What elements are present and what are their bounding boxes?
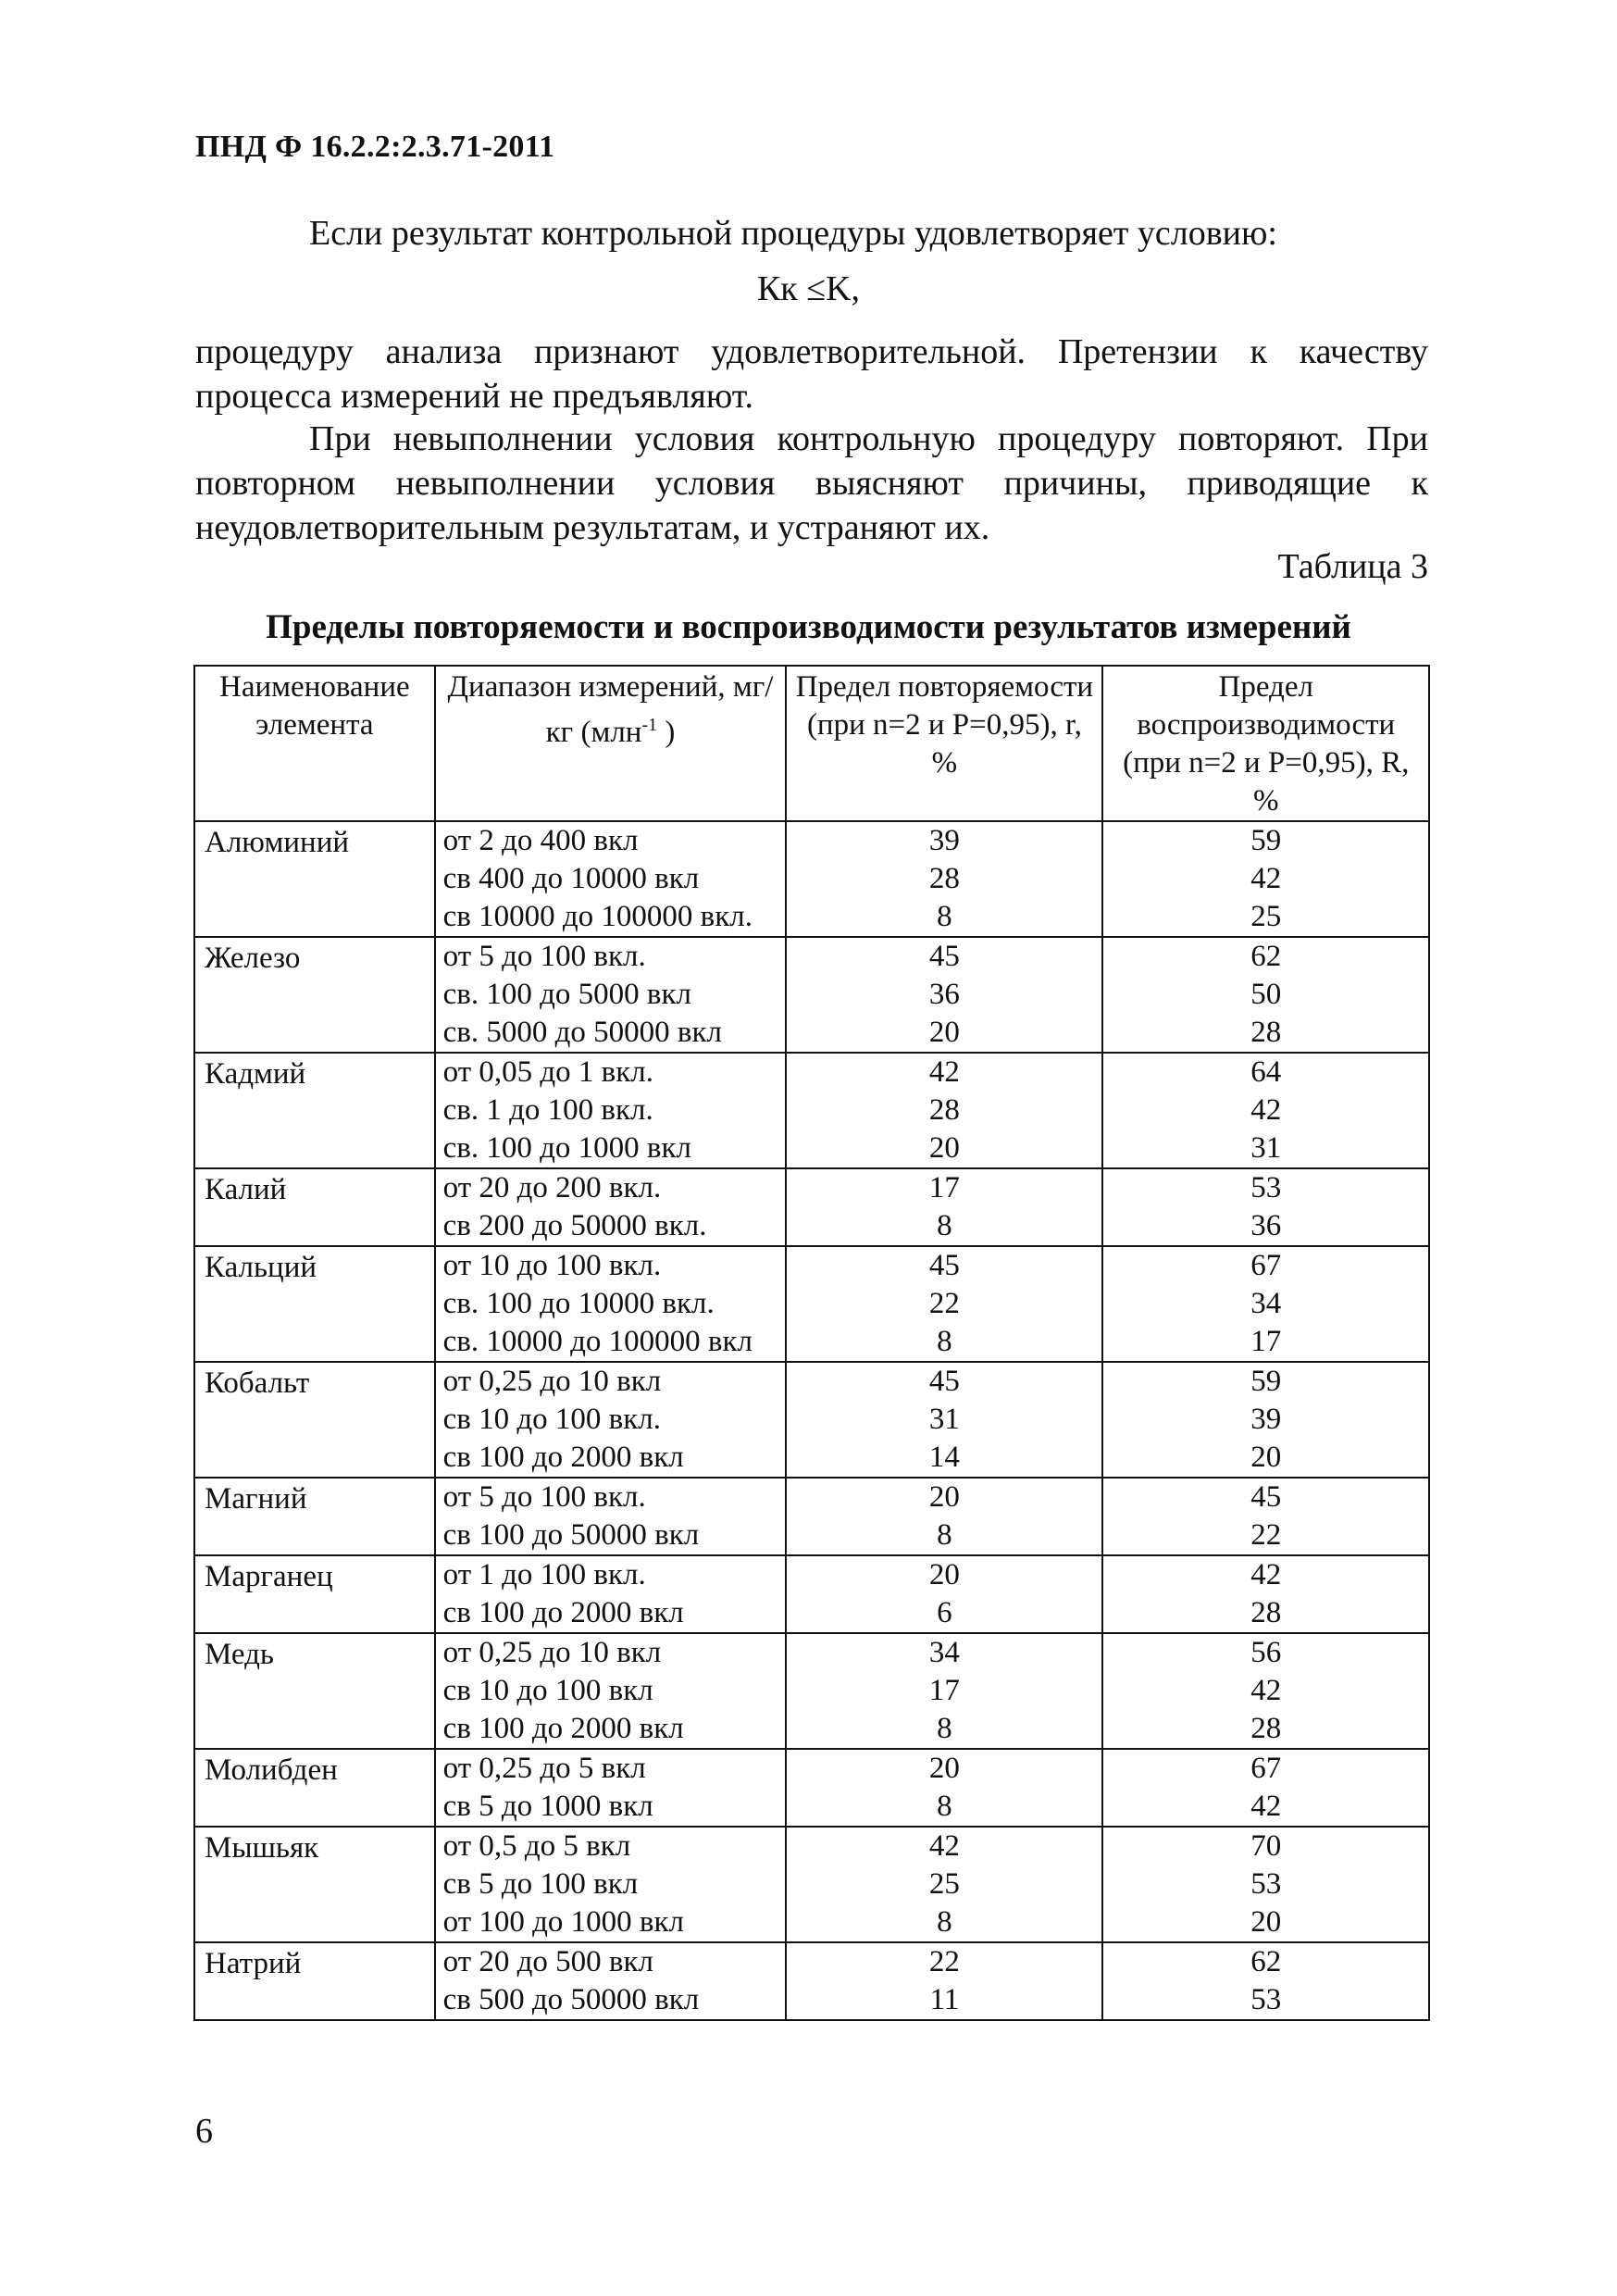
- range-value: от 0,05 до 1 вкл.: [442, 1055, 654, 1089]
- repeatability-cell: [786, 1478, 1102, 1555]
- repeatability-value: 20: [928, 1131, 960, 1165]
- reproducibility-value: 22: [1250, 1518, 1282, 1552]
- reproducibility-cell: [1102, 1942, 1429, 2020]
- reproducibility-cell: [1102, 937, 1429, 1053]
- range-cell: [435, 821, 787, 937]
- table-row: [194, 937, 1429, 1053]
- repeatability-cell: [786, 1053, 1102, 1168]
- table-row: [194, 1942, 1429, 2020]
- range-value: от 5 до 100 вкл.: [442, 1480, 646, 1514]
- repeatability-value: 8: [937, 1790, 952, 1823]
- repeatability-value: 8: [937, 1209, 952, 1242]
- reproducibility-value: 56: [1250, 1636, 1282, 1669]
- table-title: Пределы повторяемости и воспроизводимости результатов измерений: [266, 608, 1351, 646]
- range-value: св 100 до 50000 вкл: [442, 1518, 700, 1552]
- repeatability-value: 14: [928, 1441, 960, 1474]
- range-value: св 10 до 100 вкл.: [442, 1403, 662, 1436]
- table-row: [194, 1168, 1429, 1246]
- element-name: Калий: [194, 1168, 435, 1246]
- header-range-sup: -1: [641, 715, 658, 735]
- repeatability-value: 20: [928, 1752, 960, 1785]
- element-name: Марганец: [194, 1555, 435, 1633]
- repeatability-value: 42: [928, 1829, 960, 1863]
- range-value: св 5 до 100 вкл: [442, 1867, 639, 1901]
- range-value: св. 5000 до 50000 вкл: [442, 1016, 723, 1049]
- range-cell: [435, 1749, 787, 1827]
- table-row: [194, 1749, 1429, 1827]
- reproducibility-value: 25: [1250, 900, 1282, 933]
- range-value: от 1 до 100 вкл.: [442, 1558, 646, 1591]
- reproducibility-value: 67: [1250, 1752, 1282, 1785]
- reproducibility-cell: [1102, 1053, 1429, 1168]
- reproducibility-value: 31: [1250, 1131, 1282, 1165]
- range-cell: [435, 1168, 787, 1246]
- repeatability-cell: [786, 1362, 1102, 1478]
- repeatability-cell: [786, 1168, 1102, 1246]
- repeatability-cell: [786, 1942, 1102, 2020]
- reproducibility-cell: [1102, 1362, 1429, 1478]
- repeatability-value: 39: [928, 824, 960, 857]
- reproducibility-value: 34: [1250, 1287, 1282, 1320]
- reproducibility-value: 59: [1250, 824, 1282, 857]
- range-cell: [435, 1246, 787, 1362]
- table-body: [194, 821, 1429, 2020]
- table-row: [194, 1555, 1429, 1633]
- reproducibility-value: 20: [1250, 1905, 1282, 1939]
- range-value: св 200 до 50000 вкл.: [442, 1209, 707, 1242]
- repeatability-value: 22: [928, 1287, 960, 1320]
- header-range-close: ): [657, 716, 676, 749]
- reproducibility-cell: [1102, 1478, 1429, 1555]
- range-cell: [435, 1362, 787, 1478]
- table-row: [194, 1246, 1429, 1362]
- reproducibility-value: 42: [1250, 862, 1282, 895]
- reproducibility-value: 28: [1250, 1712, 1282, 1745]
- range-cell: [435, 1827, 787, 1942]
- formula: Кк ≤K,: [756, 269, 861, 308]
- repeatability-value: 20: [928, 1480, 960, 1514]
- range-value: от 2 до 400 вкл: [442, 824, 639, 857]
- reproducibility-cell: [1102, 1749, 1429, 1827]
- range-value: св 500 до 50000 вкл: [442, 1983, 700, 2016]
- reproducibility-value: 59: [1250, 1365, 1282, 1398]
- repeatability-value: 11: [929, 1983, 960, 2016]
- repeatability-cell: [786, 1633, 1102, 1749]
- repeatability-cell: [786, 1555, 1102, 1633]
- table-row: [194, 1362, 1429, 1478]
- reproducibility-value: 42: [1250, 1093, 1282, 1127]
- repeatability-value: 8: [937, 1712, 952, 1745]
- reproducibility-value: 36: [1250, 1209, 1282, 1242]
- repeatability-value: 20: [928, 1558, 960, 1591]
- repeatability-value: 31: [928, 1403, 960, 1436]
- repeatability-value: 6: [937, 1596, 952, 1629]
- reproducibility-value: 53: [1250, 1867, 1282, 1901]
- repeatability-value: 36: [928, 978, 960, 1011]
- table-row: [194, 1827, 1429, 1942]
- element-name: Кадмий: [194, 1053, 435, 1168]
- reproducibility-cell: [1102, 1246, 1429, 1362]
- element-name: Алюминий: [194, 821, 435, 937]
- range-cell: [435, 1555, 787, 1633]
- repeatability-value: 17: [928, 1171, 960, 1204]
- paragraph-repeat-procedure: При невыполнении условия контрольную процедуру повторяют. При повторном невыполнении условия выясняют причины, приводящие к неудовлетворительным результатам, и устраняют их.: [195, 419, 1428, 547]
- reproducibility-cell: [1102, 1633, 1429, 1749]
- table-row: [194, 1478, 1429, 1555]
- table-row: [194, 821, 1429, 937]
- repeatability-cell: [786, 821, 1102, 937]
- repeatability-value: 34: [928, 1636, 960, 1669]
- paragraph-satisfactory: процедуру анализа признают удовлетворительной. Претензии к качеству процесса измерений не предъявляют.: [195, 332, 1428, 416]
- reproducibility-value: 45: [1250, 1480, 1282, 1514]
- reproducibility-value: 17: [1250, 1325, 1282, 1358]
- page-number: 6: [195, 2112, 213, 2151]
- element-name: Кальций: [194, 1246, 435, 1362]
- repeatability-value: 20: [928, 1016, 960, 1049]
- reproducibility-cell: [1102, 1555, 1429, 1633]
- repeatability-value: 8: [937, 1325, 952, 1358]
- repeatability-cell: [786, 1749, 1102, 1827]
- reproducibility-value: 28: [1250, 1596, 1282, 1629]
- element-name: Натрий: [194, 1942, 435, 2020]
- repeatability-value: 28: [928, 862, 960, 895]
- element-name: Молибден: [194, 1749, 435, 1827]
- element-name: Кобальт: [194, 1362, 435, 1478]
- repeatability-value: 8: [937, 1905, 952, 1939]
- repeatability-value: 22: [928, 1945, 960, 1978]
- header-reproducibility: Предел воспроизводимости (при n=2 и P=0,95), R, %: [1102, 666, 1429, 821]
- range-cell: [435, 1942, 787, 2020]
- range-value: св 5 до 1000 вкл: [442, 1790, 653, 1823]
- range-value: св 100 до 2000 вкл: [442, 1712, 684, 1745]
- repeatability-value: 25: [928, 1867, 960, 1901]
- repeatability-cell: [786, 1246, 1102, 1362]
- range-value: от 10 до 100 вкл.: [442, 1249, 662, 1282]
- reproducibility-value: 20: [1250, 1441, 1282, 1474]
- range-value: от 0,25 до 5 вкл: [442, 1752, 646, 1785]
- reproducibility-value: 53: [1250, 1983, 1282, 2016]
- table-row: [194, 1633, 1429, 1749]
- range-value: от 100 до 1000 вкл: [442, 1905, 685, 1939]
- reproducibility-value: 70: [1250, 1829, 1282, 1863]
- reproducibility-cell: [1102, 1827, 1429, 1942]
- range-value: св. 100 до 5000 вкл: [442, 978, 692, 1011]
- table-label: Таблица 3: [1277, 547, 1428, 586]
- reproducibility-cell: [1102, 1168, 1429, 1246]
- header-range-text: Диапазон измерений, мг/кг (млн: [447, 670, 774, 749]
- range-value: св. 10000 до 100000 вкл: [442, 1325, 753, 1358]
- reproducibility-value: 42: [1250, 1790, 1282, 1823]
- reproducibility-value: 39: [1250, 1403, 1282, 1436]
- document-code: ПНД Ф 16.2.2:2.3.71-2011: [195, 130, 555, 164]
- repeatability-value: 42: [928, 1055, 960, 1089]
- reproducibility-value: 64: [1250, 1055, 1282, 1089]
- reproducibility-value: 42: [1250, 1674, 1282, 1707]
- repeatability-value: 8: [937, 900, 952, 933]
- repeatability-value: 28: [928, 1093, 960, 1127]
- range-value: св. 100 до 1000 вкл: [442, 1131, 692, 1165]
- element-name: Мышьяк: [194, 1827, 435, 1942]
- range-cell: [435, 1478, 787, 1555]
- repeatability-value: 45: [928, 1249, 960, 1282]
- header-repeatability: Предел повторяемости (при n=2 и P=0,95), r, %: [786, 666, 1102, 821]
- repeatability-cell: [786, 1827, 1102, 1942]
- repeatability-value: 17: [928, 1674, 960, 1707]
- reproducibility-value: 50: [1250, 978, 1282, 1011]
- range-cell: [435, 1633, 787, 1749]
- paragraph-condition: Если результат контрольной процедуры удовлетворяет условию:: [309, 214, 1277, 253]
- range-value: от 0,25 до 10 вкл: [442, 1365, 662, 1398]
- element-name: Медь: [194, 1633, 435, 1749]
- range-value: от 0,5 до 5 вкл: [442, 1829, 631, 1863]
- repeatability-value: 45: [928, 1365, 960, 1398]
- range-value: св. 1 до 100 вкл.: [442, 1093, 653, 1127]
- range-value: св 400 до 10000 вкл: [442, 862, 700, 895]
- repeatability-value: 45: [928, 940, 960, 973]
- range-value: св 10000 до 100000 вкл.: [442, 900, 753, 933]
- range-value: св 10 до 100 вкл: [442, 1674, 653, 1707]
- reproducibility-value: 67: [1250, 1249, 1282, 1282]
- reproducibility-value: 53: [1250, 1171, 1282, 1204]
- header-range: [435, 666, 787, 821]
- element-name: Магний: [194, 1478, 435, 1555]
- repeatability-cell: [786, 937, 1102, 1053]
- range-cell: [435, 1053, 787, 1168]
- range-value: от 5 до 100 вкл.: [442, 940, 646, 973]
- table-header-row: [194, 666, 1429, 821]
- range-value: св 100 до 2000 вкл: [442, 1596, 684, 1629]
- element-name: Железо: [194, 937, 435, 1053]
- reproducibility-value: 62: [1250, 940, 1282, 973]
- reproducibility-cell: [1102, 821, 1429, 937]
- repeatability-value: 8: [937, 1518, 952, 1552]
- range-value: св. 100 до 10000 вкл.: [442, 1287, 715, 1320]
- range-value: от 20 до 500 вкл: [442, 1945, 654, 1978]
- range-value: св 100 до 2000 вкл: [442, 1441, 684, 1474]
- limits-table: [193, 665, 1430, 2021]
- header-element: Наименование элемента: [194, 666, 435, 821]
- reproducibility-value: 28: [1250, 1016, 1282, 1049]
- range-value: от 20 до 200 вкл.: [442, 1171, 662, 1204]
- reproducibility-value: 42: [1250, 1558, 1282, 1591]
- table-row: [194, 1053, 1429, 1168]
- range-cell: [435, 937, 787, 1053]
- range-value: от 0,25 до 10 вкл: [442, 1636, 662, 1669]
- reproducibility-value: 62: [1250, 1945, 1282, 1978]
